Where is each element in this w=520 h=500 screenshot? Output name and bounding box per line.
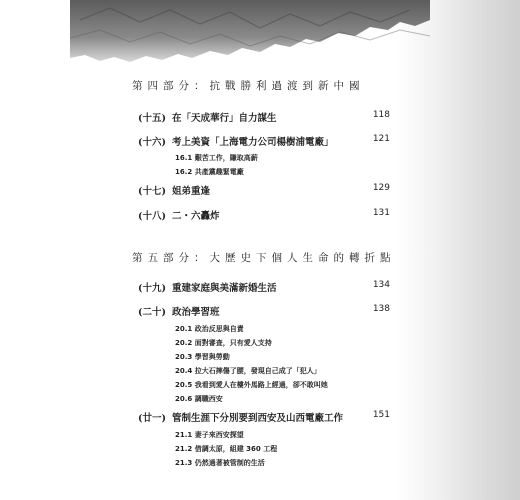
chapter-18-entry[interactable] — [138, 208, 390, 222]
chapter-15-entry[interactable] — [138, 110, 390, 124]
chapter-21-entry[interactable] — [138, 410, 390, 424]
chapter-title: 管制生涯下分別要到西安及山西電廠工作 — [172, 413, 344, 424]
section-20-6[interactable]: 20.6 調職西安 — [175, 395, 223, 403]
chapter-16-entry[interactable] — [138, 134, 390, 148]
section-21-3[interactable]: 21.3 仍然過著被管制的生活 — [175, 459, 265, 467]
mountain-ink-illustration — [70, 0, 430, 70]
section-20-2[interactable]: 20.2 面對審查，只有愛人支持 — [175, 339, 272, 347]
chapter-19-entry[interactable] — [138, 280, 390, 294]
section-20-4[interactable]: 20.4 拉大石摔傷了腰，發現自己成了「犯人」 — [175, 367, 321, 375]
page-number: 121 — [372, 134, 390, 144]
chapter-title: 政治學習班 — [172, 307, 220, 318]
chapter-title: 二・六轟炸 — [172, 211, 220, 222]
chapter-number: (十七) — [138, 186, 166, 197]
chapter-number: (十九) — [138, 283, 166, 294]
section-20-5[interactable]: 20.5 我看到愛人在樓外馬路上經過，卻不敢叫她 — [175, 381, 328, 389]
chapter-number: (廿一) — [138, 413, 166, 424]
page-number: 138 — [372, 304, 390, 314]
page-number: 134 — [372, 280, 390, 290]
chapter-20-entry[interactable] — [138, 304, 390, 318]
chapter-17-entry[interactable] — [138, 183, 390, 197]
section-20-1[interactable]: 20.1 政治反思與自責 — [175, 325, 244, 333]
page-number: 151 — [372, 410, 390, 420]
chapter-number: (十五) — [138, 113, 166, 124]
chapter-number: (二十) — [138, 307, 166, 318]
section-21-1[interactable]: 21.1 妻子來西安探望 — [175, 431, 244, 439]
section-20-3[interactable]: 20.3 學習與勞動 — [175, 353, 230, 361]
section-16-2[interactable]: 16.2 共產黨趣緊電廠 — [175, 168, 244, 176]
section-21-2[interactable]: 21.2 借調太原，組建 360 工程 — [175, 445, 278, 453]
chapter-number: (十六) — [138, 137, 166, 148]
page-number: 118 — [372, 110, 390, 120]
part-5-heading: 第五部分：大歷史下個人生命的轉折點 — [132, 252, 396, 264]
page-number: 129 — [372, 183, 390, 193]
chapter-title: 重建家庭與美滿新婚生活 — [172, 283, 277, 294]
chapter-title: 在「天成華行」自力謀生 — [172, 113, 277, 124]
section-16-1[interactable]: 16.1 艱苦工作，賺取高薪 — [175, 154, 258, 162]
page-number: 131 — [372, 208, 390, 218]
chapter-number: (十八) — [138, 211, 166, 222]
chapter-title: 姐弟重逢 — [172, 186, 211, 197]
chapter-title: 考上美資「上海電力公司楊樹浦電廠」 — [172, 137, 334, 148]
part-4-heading: 第四部分：抗戰勝利過渡到新中國 — [132, 80, 365, 92]
